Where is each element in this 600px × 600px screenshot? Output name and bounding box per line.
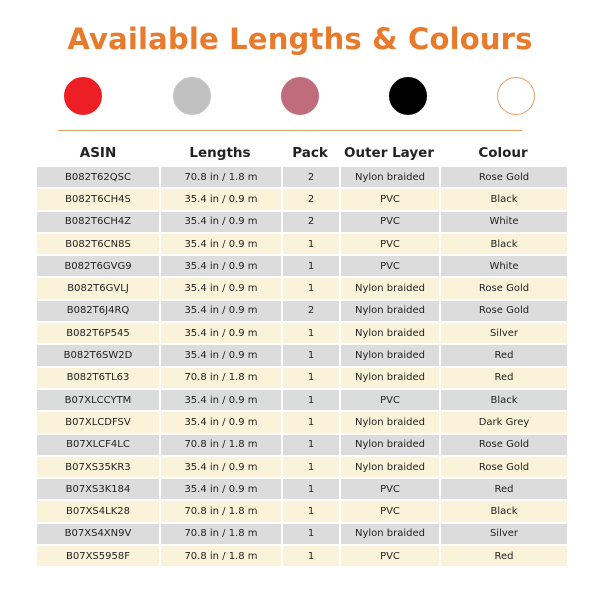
cell-asin: B082T6CH4S <box>37 188 159 210</box>
cell-outer-layer: PVC <box>339 478 439 500</box>
cell-length: 70.8 in / 1.8 m <box>159 434 281 456</box>
cell-outer-layer: Nylon braided <box>339 344 439 366</box>
cell-pack: 2 <box>281 188 339 210</box>
swatch-rose-gold <box>281 77 319 115</box>
header-pack: Pack <box>292 145 328 161</box>
cell-outer-layer: PVC <box>339 233 439 255</box>
cell-pack: 1 <box>281 411 339 433</box>
table-row <box>37 434 567 456</box>
cell-colour: Red <box>439 545 567 567</box>
cell-length: 35.4 in / 0.9 m <box>159 233 281 255</box>
cell-colour: Black <box>439 188 567 210</box>
cell-colour: Rose Gold <box>439 434 567 456</box>
header-lengths: Lengths <box>189 145 251 161</box>
cell-pack: 2 <box>281 300 339 322</box>
cell-outer-layer: PVC <box>339 188 439 210</box>
cell-colour: Black <box>439 500 567 522</box>
cell-outer-layer: PVC <box>339 500 439 522</box>
cell-pack: 1 <box>281 255 339 277</box>
cell-asin: B082T6J4RQ <box>37 300 159 322</box>
cell-pack: 2 <box>281 211 339 233</box>
cell-outer-layer: Nylon braided <box>339 434 439 456</box>
specs-table <box>37 140 567 567</box>
cell-colour: Rose Gold <box>439 166 567 188</box>
cell-outer-layer: PVC <box>339 545 439 567</box>
cell-asin: B082T6SW2D <box>37 344 159 366</box>
cell-colour: Rose Gold <box>439 300 567 322</box>
cell-asin: B082T62QSC <box>37 166 159 188</box>
table-row <box>37 456 567 478</box>
cell-asin: B07XS4LK28 <box>37 500 159 522</box>
table-row <box>37 500 567 522</box>
cell-pack: 1 <box>281 389 339 411</box>
cell-length: 35.4 in / 0.9 m <box>159 255 281 277</box>
cell-length: 35.4 in / 0.9 m <box>159 456 281 478</box>
table-row <box>37 367 567 389</box>
header-outer-layer: Outer Layer <box>344 145 434 161</box>
cell-outer-layer: Nylon braided <box>339 322 439 344</box>
page-title: Available Lengths & Colours <box>67 22 533 56</box>
cell-outer-layer: PVC <box>339 255 439 277</box>
table-row <box>37 545 567 567</box>
cell-asin: B07XLCCYTM <box>37 389 159 411</box>
header-asin: ASIN <box>79 145 117 161</box>
cell-colour: Silver <box>439 523 567 545</box>
cell-pack: 1 <box>281 478 339 500</box>
table-row <box>37 344 567 366</box>
table-row <box>37 211 567 233</box>
cell-asin: B082T6GVLJ <box>37 277 159 299</box>
swatch-white <box>497 77 535 115</box>
cell-length: 35.4 in / 0.9 m <box>159 411 281 433</box>
table-row <box>37 523 567 545</box>
cell-colour: Black <box>439 233 567 255</box>
cell-length: 35.4 in / 0.9 m <box>159 300 281 322</box>
cell-asin: B082T6CH4Z <box>37 211 159 233</box>
cell-pack: 1 <box>281 344 339 366</box>
table-row <box>37 322 567 344</box>
cell-asin: B07XLCDFSV <box>37 411 159 433</box>
cell-asin: B07XS5958F <box>37 545 159 567</box>
table-row <box>37 389 567 411</box>
cell-colour: Silver <box>439 322 567 344</box>
cell-pack: 2 <box>281 166 339 188</box>
cell-pack: 1 <box>281 233 339 255</box>
table-row <box>37 255 567 277</box>
cell-length: 35.4 in / 0.9 m <box>159 344 281 366</box>
cell-pack: 1 <box>281 277 339 299</box>
swatch-silver <box>173 77 211 115</box>
cell-colour: Red <box>439 478 567 500</box>
cell-pack: 1 <box>281 322 339 344</box>
table-row <box>37 478 567 500</box>
header-colour: Colour <box>478 145 528 161</box>
cell-outer-layer: Nylon braided <box>339 367 439 389</box>
cell-colour: White <box>439 211 567 233</box>
cell-pack: 1 <box>281 545 339 567</box>
cell-colour: Red <box>439 344 567 366</box>
cell-length: 35.4 in / 0.9 m <box>159 389 281 411</box>
cell-pack: 1 <box>281 434 339 456</box>
cell-asin: B082T6GVG9 <box>37 255 159 277</box>
cell-length: 70.8 in / 1.8 m <box>159 545 281 567</box>
colour-swatches <box>0 77 600 117</box>
cell-outer-layer: PVC <box>339 211 439 233</box>
cell-outer-layer: Nylon braided <box>339 166 439 188</box>
cell-colour: Black <box>439 389 567 411</box>
cell-colour: Rose Gold <box>439 456 567 478</box>
table-row <box>37 188 567 210</box>
cell-pack: 1 <box>281 367 339 389</box>
cell-asin: B07XLCF4LC <box>37 434 159 456</box>
cell-pack: 1 <box>281 456 339 478</box>
table-row <box>37 411 567 433</box>
cell-colour: Red <box>439 367 567 389</box>
header-row <box>37 140 567 166</box>
cell-outer-layer: Nylon braided <box>339 523 439 545</box>
divider <box>58 130 522 131</box>
cell-outer-layer: Nylon braided <box>339 300 439 322</box>
table-row <box>37 277 567 299</box>
cell-length: 35.4 in / 0.9 m <box>159 277 281 299</box>
cell-colour: Dark Grey <box>439 411 567 433</box>
cell-length: 70.8 in / 1.8 m <box>159 523 281 545</box>
table-row <box>37 166 567 188</box>
table-row <box>37 233 567 255</box>
cell-asin: B082T6CN8S <box>37 233 159 255</box>
swatch-black <box>389 77 427 115</box>
cell-asin: B07XS35KR3 <box>37 456 159 478</box>
cell-outer-layer: Nylon braided <box>339 277 439 299</box>
cell-length: 35.4 in / 0.9 m <box>159 322 281 344</box>
cell-pack: 1 <box>281 523 339 545</box>
cell-length: 35.4 in / 0.9 m <box>159 188 281 210</box>
cell-length: 35.4 in / 0.9 m <box>159 211 281 233</box>
cell-colour: Rose Gold <box>439 277 567 299</box>
cell-outer-layer: PVC <box>339 389 439 411</box>
cell-asin: B07XS4XN9V <box>37 523 159 545</box>
cell-length: 70.8 in / 1.8 m <box>159 367 281 389</box>
cell-asin: B07XS3K184 <box>37 478 159 500</box>
cell-length: 70.8 in / 1.8 m <box>159 166 281 188</box>
cell-outer-layer: Nylon braided <box>339 411 439 433</box>
cell-asin: B082T6TL63 <box>37 367 159 389</box>
cell-pack: 1 <box>281 500 339 522</box>
cell-colour: White <box>439 255 567 277</box>
swatch-red <box>64 77 102 115</box>
cell-asin: B082T6P545 <box>37 322 159 344</box>
cell-length: 35.4 in / 0.9 m <box>159 478 281 500</box>
cell-length: 70.8 in / 1.8 m <box>159 500 281 522</box>
cell-outer-layer: Nylon braided <box>339 456 439 478</box>
table-row <box>37 300 567 322</box>
